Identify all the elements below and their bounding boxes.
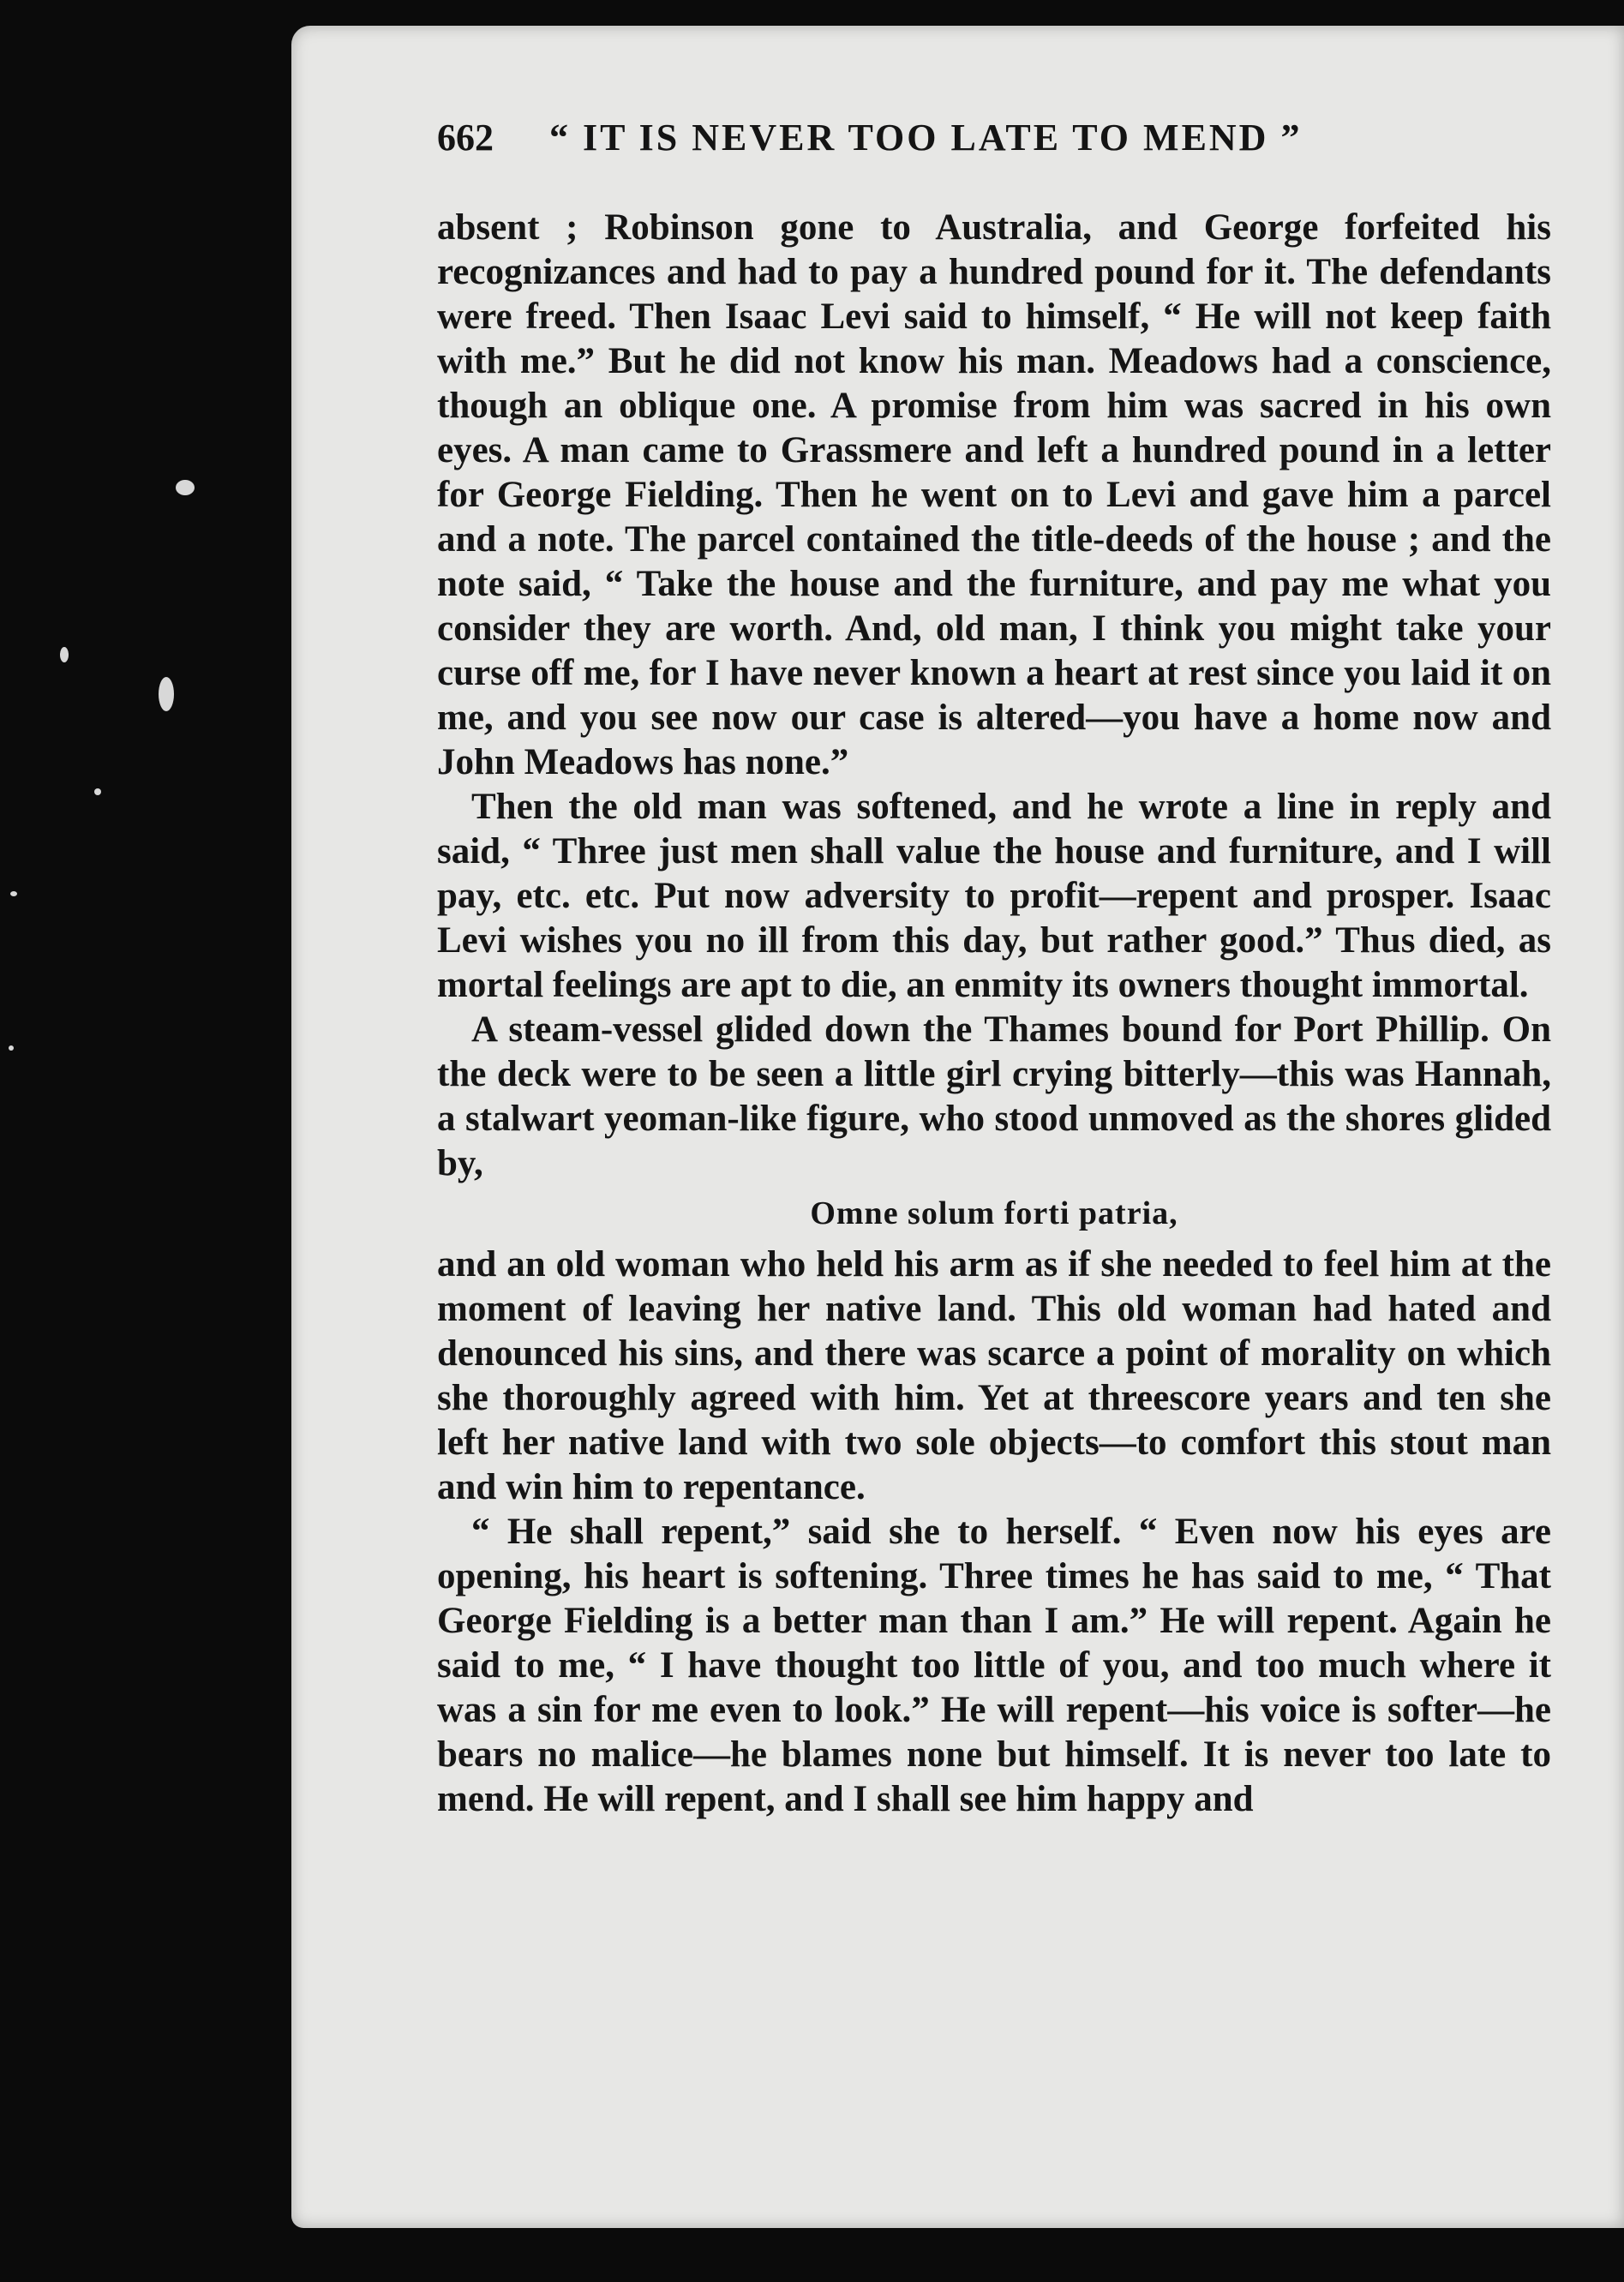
scan-speck: [60, 647, 69, 662]
page-number: 662: [437, 117, 494, 159]
scan-speck: [176, 480, 195, 495]
paragraph-absent: absent ; Robinson gone to Australia, and George forfeited his recognizances and had to pay a hundred pound for it. The defendants were freed. Then Isaac Levi said to himself, “ He will not keep faith with me.” But he did not know his man. Meadows had a conscience, though an oblique one. A promise from him was sacred in his own eyes. A man came to Grassmere and left a hundred pound in a letter for George Fielding. Then he went on to Levi and gave him a parcel and a note. The parcel contained the title-deeds of the house ; and the note said, “ Take the house and the furniture, and pay me what you consider they are worth. And, old man, I think you might take your curse off me, for I have never known a heart at rest since you laid it on me, and you see now our case is altered—you have a home now and John Meadows has none.”: [437, 207, 1551, 782]
paragraph-old-man-softened: Then the old man was softened, and he wrote a line in reply and said, “ Three just men shall value the house and furniture, and I will pay, etc. etc. Put now adversity to profit—repent and prosper. Isaac Levi wishes you no ill from this day, but rather good.” Thus died, as mortal feelings are apt to die, an enmity its owners thought immortal.: [437, 787, 1551, 1005]
body-text: [437, 206, 1551, 1822]
running-title: “ IT IS NEVER TOO LATE TO MEND ”: [549, 117, 1303, 159]
latin-quotation: Omne solum forti patria,: [810, 1195, 1178, 1231]
paragraph-old-woman: and an old woman who held his arm as if she needed to feel him at the moment of leaving her native land. This old woman had hated and denounced his sins, and there was scarce a point of morality on which she thoroughly agreed with him. Yet at threescore years and ten she left her native land with two sole objects—to comfort this stout man and win him to repentance.: [437, 1244, 1551, 1507]
book-page: [291, 26, 1624, 2228]
page-header: [437, 116, 1465, 184]
scan-speck: [10, 891, 17, 896]
paragraph-he-shall-repent: “ He shall repent,” said she to herself. “ Even now his eyes are opening, his heart is softening. Three times he has said to me, “ That George Fielding is a better man than I am.” He will repent. Again he said to me, “ I have thought too little of you, and too much where it was a sin for me even to look.” He will repent—his voice is softer—he bears no malice—he blames none but himself. It is never too late to mend. He will repent, and I shall see him happy and: [437, 1512, 1551, 1819]
paragraph-steam-vessel: A steam-vessel glided down the Thames bound for Port Phillip. On the deck were to be seen a little girl crying bitterly—this was Hannah, a stalwart yeoman-like figure, who stood unmoved as the shores glided by,: [437, 1009, 1551, 1183]
scan-speck: [9, 1045, 14, 1051]
scan-speck: [159, 677, 174, 711]
scan-speck: [94, 788, 101, 795]
